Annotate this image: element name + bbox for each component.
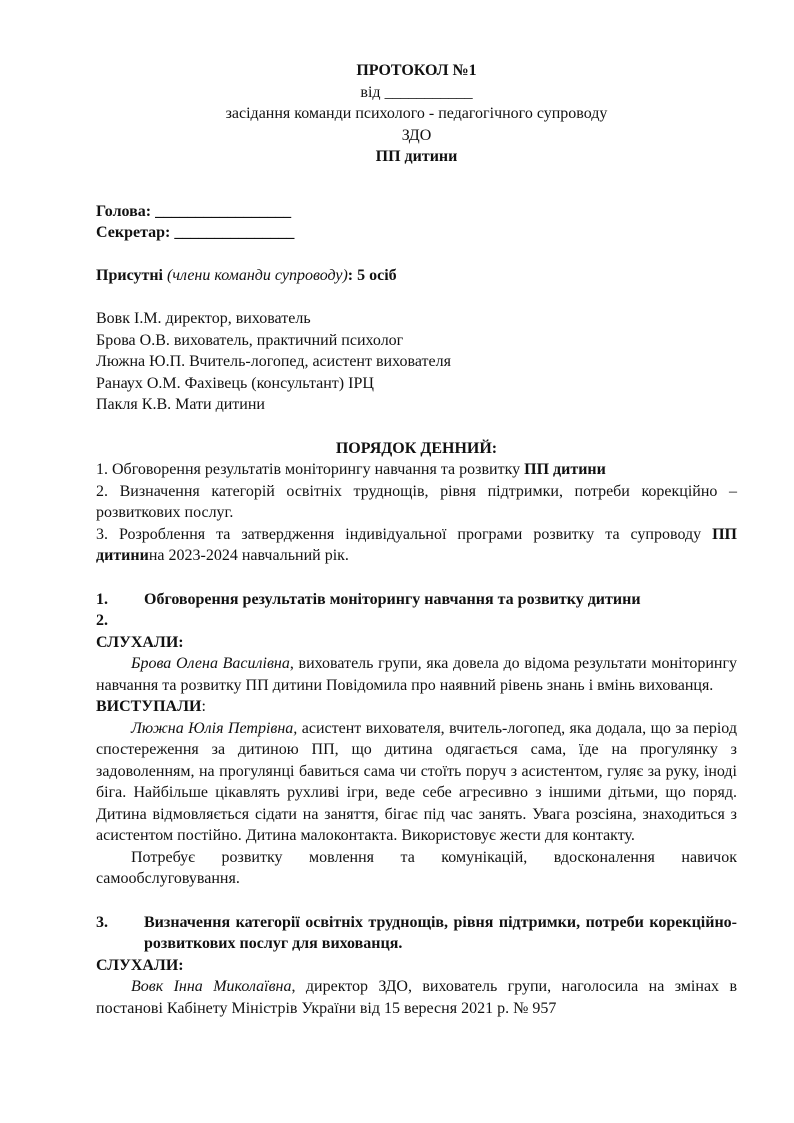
protocol-title: ПРОТОКОЛ №1 xyxy=(356,62,477,79)
attendee-item: Брова О.В. вихователь, практичний психолог xyxy=(96,331,404,349)
secretary-line xyxy=(96,222,737,244)
agenda-title: ПОРЯДОК ДЕННИЙ: xyxy=(335,439,498,457)
chair-line xyxy=(96,201,737,223)
agenda-item-3: 3. Розроблення та затвердження індивідуальної програми розвитку та супроводу ПП дитинина 2023-2024 навчальний рік. xyxy=(96,525,737,564)
present-line xyxy=(96,265,737,287)
present-label: Присутні xyxy=(96,266,163,284)
present-count: : 5 осіб xyxy=(347,266,397,284)
attendee-item: Вовк І.М. директор, вихователь xyxy=(96,310,311,327)
attendee-item: Ранаух О.М. Фахівець (консультант) ІРЦ xyxy=(96,374,374,392)
section-1-heading xyxy=(96,589,737,611)
attendee-list xyxy=(96,308,737,416)
section-3-heading xyxy=(96,912,737,955)
attendee-item: Люжна Ю.П. Вчитель-логопед, асистент вихователя xyxy=(96,353,451,370)
section-3-heard-label: СЛУХАЛИ: xyxy=(96,956,184,974)
section-1-spoke-text: Люжна Юлія Петрівна, асистент вихователя, вчитель-логопед, яка додала, що за період спостереження за дитиною ПП, що дитина одягається сама, їде на прогулянку з задоволенням, на прогулянці бавиться сама чи стоїть поруч з асистентом, гуляє за руку, іноді біга. Найбільше цікавлять рухливі ігри, веде себе агресивно з іншими дітьми, що поряд. Дитина відмовляється сідати на заняття, бігає під час занять. Увага розсіяна, знаходиться з асистентом постійно. Дитина малоконтакта. Використовує жести для контакту. xyxy=(96,719,737,844)
agenda-item-1: 1. Обговорення результатів моніторингу навчання та розвитку ПП дитини xyxy=(96,461,606,478)
document-page xyxy=(96,60,737,1019)
protocol-child: ПП дитини xyxy=(375,148,458,165)
secretary-label: Секретар: xyxy=(96,224,171,241)
present-note: (члени команди супроводу) xyxy=(162,266,348,284)
section-3-heard-text: Вовк Інна Миколаївна, директор ЗДО, вихователь групи, наголосила на змінах в постанові Кабінету Міністрів України від 15 вересня 2021 р. № 957 xyxy=(96,978,737,1017)
section-2-number: 2. xyxy=(96,612,108,629)
section-3-number: 3. xyxy=(96,913,108,931)
agenda-item-2: 2. Визначення категорій освітніх труднощів, рівня підтримки, потреби корекційно – розвиткових послуг. xyxy=(96,482,737,521)
chair-blank: _________________ xyxy=(151,202,292,220)
protocol-subtitle: засідання команди психолого - педагогічного супроводу xyxy=(225,105,608,122)
section-1-spoke-label: ВИСТУПАЛИ: xyxy=(96,698,206,715)
protocol-org: ЗДО xyxy=(401,126,432,144)
section-3-title: Визначення категорії освітніх труднощів, рівня підтримки, потреби корекційно-розвиткових послуг для вихованця. xyxy=(144,913,737,952)
section-1-heard-label: СЛУХАЛИ: xyxy=(96,633,184,651)
attendee-item: Пакля К.В. Мати дитини xyxy=(96,396,265,413)
secretary-blank: _______________ xyxy=(170,224,295,241)
section-1-number: 1. xyxy=(96,590,108,608)
section-1-heard-text: Брова Олена Василівна, вихователь групи, яка довела до відома результати моніторингу навчання та розвитку ПП дитини Повідомила про наявний рівень знань і вмінь вихованця. xyxy=(96,655,737,694)
section-1-needs-text: Потребує розвитку мовлення та комунікацій, вдосконалення навичок самообслуговування. xyxy=(96,848,737,887)
protocol-date: від ___________ xyxy=(360,83,473,101)
chair-label: Голова: xyxy=(96,202,152,220)
section-1-title: Обговорення результатів моніторингу навчання та розвитку дитини xyxy=(144,590,641,608)
